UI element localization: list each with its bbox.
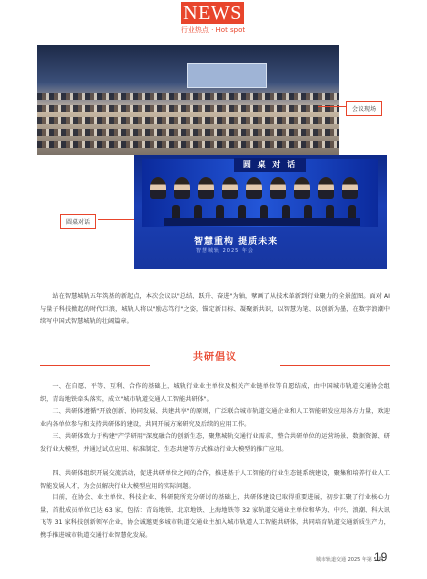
speaker-portrait — [318, 177, 334, 199]
initiative-paragraph-3: 三、共研体致力于构建"产学研用"深度融合的创新生态，聚焦城轨交通行业需求，整合共研单位的运营场景、数据资源、研发行业大模型，并通过试点应用、标准制定、生态共建等方式推动行业大模型的推广应用。 — [40, 433, 390, 453]
news-title: NEWS — [183, 2, 242, 24]
heading-rule — [280, 365, 390, 366]
speaker-portrait — [342, 177, 358, 199]
page-number: 19 — [374, 550, 388, 564]
caption-round-table: 圆桌对话 — [60, 214, 96, 229]
speaker-portrait — [294, 177, 310, 199]
speaker-portrait — [198, 177, 214, 199]
intro-paragraph: 站在智慧城轨五年筑基的新起点，本次会议以"总结、跃升、奋进"为轴，擘画了从技术革新到行业聚力的全景蓝图。面对 AI 与量子科技掀起的时代巨浪，城轨人将以"励志笃行"之姿，锚定新目标、凝聚新共识，以智慧为笔、以创新为墨，在数字浪潮中续写中国式智慧城轨的壮阔篇章。 — [40, 293, 390, 325]
speaker-portrait — [270, 177, 286, 199]
caption-meeting-venue: 会议现场 — [346, 101, 382, 116]
initiative-paragraph-4: 四、共研体组织开展交流活动，促进共研单位之间的合作，推进基于人工智能的行业生态链系统建设，聚集和培养行业人工智能发展人才，为会员解决行业大模型应用的实际问题。 — [40, 470, 390, 490]
speaker-portrait — [246, 177, 262, 199]
news-banner — [181, 2, 244, 24]
speaker-portrait — [150, 177, 166, 199]
section-label: 行业热点 · Hot spot — [180, 26, 246, 34]
section-heading — [40, 346, 390, 366]
speaker-portrait — [174, 177, 190, 199]
round-table-title: 圆 桌 对 话 — [234, 158, 306, 172]
heading-rule — [40, 365, 150, 366]
round-table-photo — [134, 155, 387, 269]
meeting-venue-photo — [37, 45, 339, 155]
section-title: 共研倡议 — [193, 352, 237, 363]
stage-slogan-sub: 智慧城轨 2025 年会 — [196, 248, 254, 254]
progress-paragraph: 目前，在协会、业主单位、科技企业、科研院所充分研讨的基础上，共研体建设已取得重要进展，初步汇聚了行业核心力量，首批成员单位已达 63 家，包括：青岛地铁、北京地铁、上海地铁等 32 家轨道交通业主单位和华为、中兴、浪潮、科大讯飞等 31 家科技创新领军企业，协会诚邀更多城市轨道交通业主加入城市轨道人工智能共研体，共同培育轨道交通新质生产力，携手推进城市轨道交通行业智慧化发展。 — [40, 494, 390, 539]
initiative-paragraph-1: 一、在自愿、平等、互利、合作的基础上，城轨行业业主单位及相关产业链单位等自愿结成，由中国城市轨道交通协会组织，青岛地铁牵头落实，成立"城市轨道交通人工智能共研体"。 — [40, 383, 390, 403]
speaker-portrait — [222, 177, 238, 199]
journal-footer: 城市轨道交通 2025 年第 5 期 — [316, 557, 384, 563]
initiative-paragraph-2: 二、共研体遵循"开放创新、协同发展、共建共享"的原则，广泛联合城市轨道交通企业和人工智能研发应用各方力量，欢迎业内各单位参与和支持共研体的建设，共同开展方案研究及后续的应用工作。 — [40, 408, 390, 428]
stage-slogan: 智慧重构 提质未来 — [194, 237, 279, 247]
